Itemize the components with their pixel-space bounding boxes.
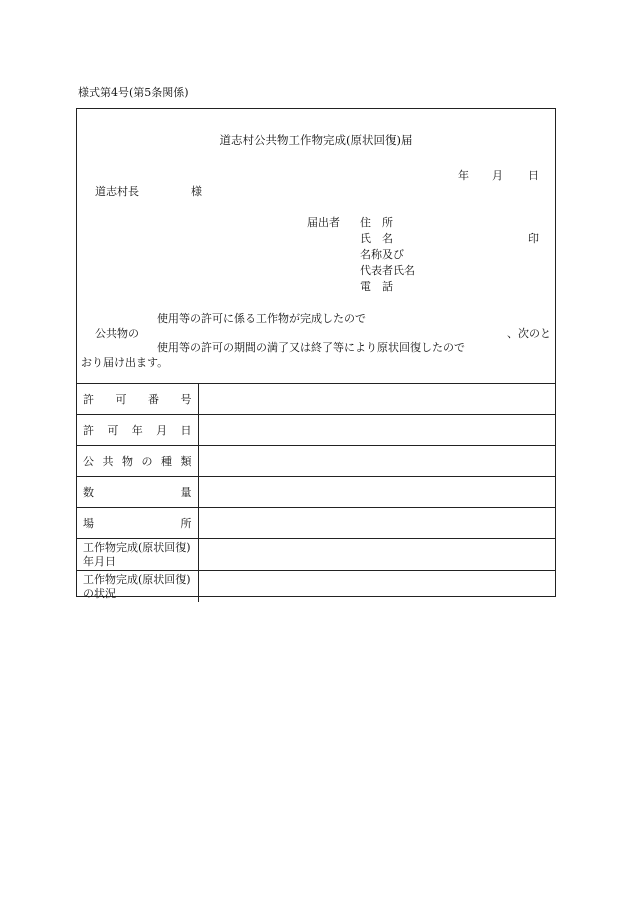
date-month-label: 月: [492, 169, 503, 182]
table-row-permit-number: [77, 384, 556, 415]
label-char: 番: [148, 393, 159, 406]
label-char: 公: [83, 455, 94, 468]
addressee-name: 道志村長: [95, 185, 139, 198]
label-char: 数: [83, 486, 94, 499]
notice-ending: おり届け出ます。: [81, 356, 169, 369]
notice-suffix: 、次のと: [507, 327, 551, 340]
notice-option-completed: 使用等の許可に係る工作物が完成したので: [157, 312, 366, 325]
date-year-label: 年: [458, 169, 469, 182]
completion-status-label: [77, 571, 198, 603]
label-char: 許: [83, 424, 94, 437]
permit-number-label: [77, 384, 198, 415]
label-char: 共: [102, 455, 114, 468]
table-row-quantity: [77, 477, 556, 508]
applicant-label: 届出者: [307, 216, 340, 229]
applicant-representative-label: 代表者氏名: [360, 264, 415, 277]
label-char: 種: [161, 455, 172, 468]
quantity-label: [77, 477, 198, 508]
label-char: 物: [122, 455, 133, 468]
table-row-public-property-type: [77, 446, 556, 477]
document-title: 道志村公共物工作物完成(原状回復)届: [219, 133, 413, 147]
form-box: [76, 108, 556, 600]
location-field[interactable]: [198, 508, 556, 539]
permit-date-field[interactable]: [198, 415, 556, 446]
label-char: 月: [156, 424, 168, 437]
permit-date-label: [77, 415, 198, 446]
applicant-phone-label: 電 話: [360, 280, 393, 293]
label-char: 量: [180, 486, 192, 499]
public-property-type-field[interactable]: [198, 446, 556, 477]
location-label: [77, 508, 198, 539]
applicant-name-label: 氏 名: [360, 232, 393, 245]
detail-table: [77, 383, 556, 602]
label-char: 場: [83, 517, 94, 530]
table-row-location: [77, 508, 556, 539]
completion-status-label-text: 工作物完成(原状回復)の状況: [83, 572, 191, 600]
completion-date-label-text: 工作物完成(原状回復)年月日: [83, 540, 191, 568]
completion-date-label: [77, 539, 198, 571]
seal-mark: 印: [528, 232, 539, 245]
table-row-completion-status: [77, 571, 556, 603]
completion-status-field[interactable]: [198, 571, 556, 603]
notice-option-restored: 使用等の許可の期間の満了又は終了等により原状回復したので: [157, 341, 465, 354]
table-row-completion-date: [77, 539, 556, 571]
label-char: の: [141, 455, 153, 468]
permit-number-field[interactable]: [198, 384, 556, 415]
label-char: 年: [131, 424, 143, 437]
date-day-label: 日: [528, 169, 539, 182]
notice-prefix: 公共物の: [95, 327, 139, 340]
table-row-permit-date: [77, 415, 556, 446]
label-char: 類: [180, 455, 192, 468]
applicant-corp-name-label: 名称及び: [360, 248, 404, 261]
label-char: 許: [83, 393, 94, 406]
label-char: 可: [107, 424, 119, 437]
quantity-field[interactable]: [198, 477, 556, 508]
public-property-type-label: [77, 446, 198, 477]
label-char: 日: [180, 424, 192, 437]
addressee-honorific: 様: [191, 185, 202, 198]
label-char: 号: [180, 393, 192, 406]
label-char: 可: [115, 393, 127, 406]
applicant-address-label: 住 所: [360, 216, 393, 229]
form-number-label: 様式第4号(第5条関係): [78, 86, 189, 99]
completion-date-field[interactable]: [198, 539, 556, 571]
label-char: 所: [180, 517, 192, 530]
